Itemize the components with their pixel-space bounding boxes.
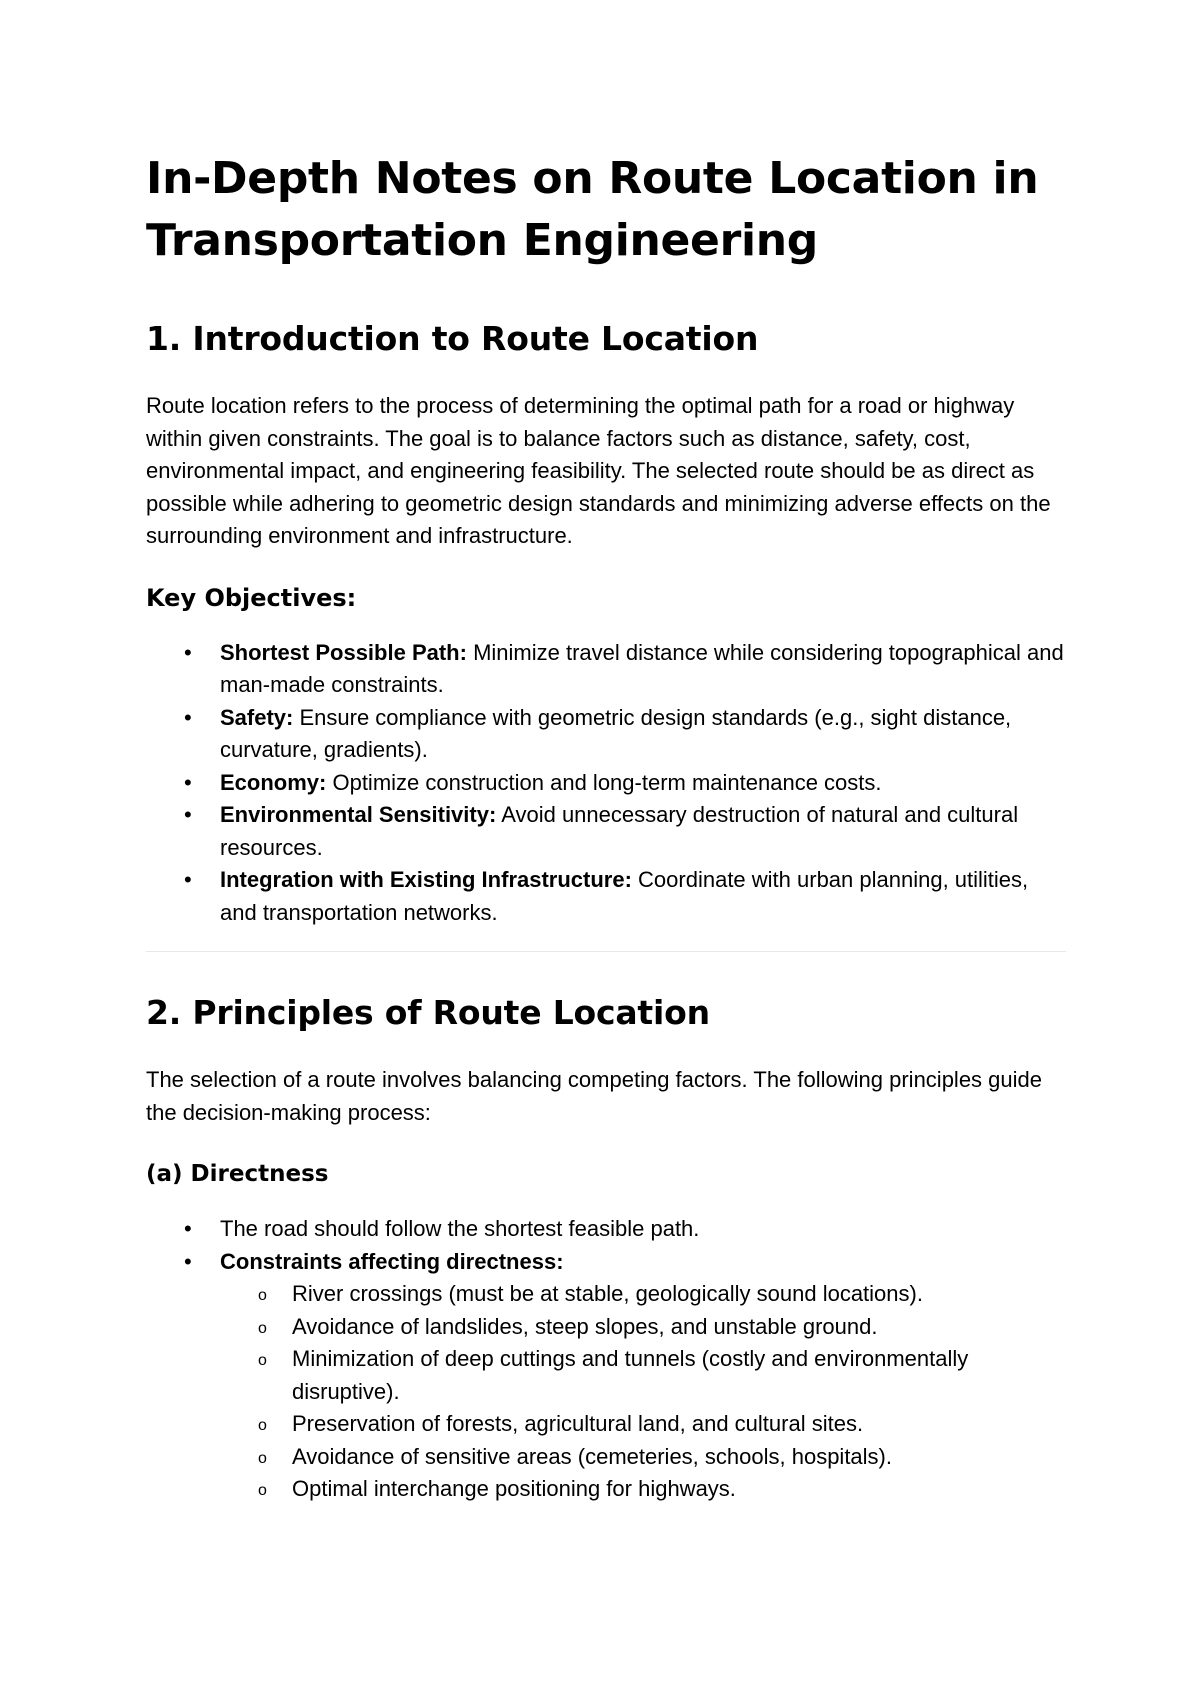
document-page xyxy=(146,148,1066,1506)
circle-bullet-icon: o xyxy=(258,1319,267,1337)
objective-text: Minimize travel distance while considering topographical and man-made constraints. xyxy=(220,639,1064,697)
list-item xyxy=(146,637,1066,702)
list-item xyxy=(146,864,1066,929)
bullet-icon: • xyxy=(184,1248,192,1274)
key-objectives-list xyxy=(146,637,1066,930)
section-2-heading: 2. Principles of Route Location xyxy=(146,993,710,1032)
section-divider xyxy=(146,951,1066,952)
bullet-icon: • xyxy=(184,704,192,730)
constraint-text: Optimal interchange positioning for highways. xyxy=(292,1476,736,1501)
bullet-icon: • xyxy=(184,802,192,827)
bullet-icon: • xyxy=(184,639,192,665)
objective-label: Economy: xyxy=(220,769,327,795)
section-1-paragraph: Route location refers to the process of determining the optimal path for a road or highway within given constraints. The goal is to balance factors such as distance, safety, cost, environmental impact, and engineering feasibility. The selected route should be as direct as possible while adhering to geometric design standards and minimizing adverse effects on the surrounding environment and infrastructure. xyxy=(146,393,1051,548)
list-item xyxy=(146,1213,1066,1246)
list-item-text: The road should follow the shortest feasible path. xyxy=(220,1216,700,1241)
list-item xyxy=(146,702,1066,767)
sub-list-item xyxy=(146,1408,1066,1441)
key-objectives-heading: Key Objectives: xyxy=(146,583,357,612)
objective-text: Optimize construction and long-term maintenance costs. xyxy=(326,769,882,795)
list-item xyxy=(146,1246,1066,1506)
section-2-paragraph: The selection of a route involves balancing competing factors. The following principles guide the decision-making process: xyxy=(146,1067,1042,1125)
constraints-list xyxy=(220,1278,1066,1506)
constraint-text: Avoidance of sensitive areas (cemeteries, schools, hospitals). xyxy=(292,1443,892,1469)
section-1-heading: 1. Introduction to Route Location xyxy=(146,319,759,358)
list-item xyxy=(146,767,1066,800)
circle-bullet-icon: o xyxy=(258,1287,267,1304)
constraints-label: Constraints affecting directness: xyxy=(220,1248,564,1274)
constraint-text: Preservation of forests, agricultural land, and cultural sites. xyxy=(292,1411,864,1436)
page-title: In-Depth Notes on Route Location in Transportation Engineering xyxy=(146,153,1039,266)
objective-text: Coordinate with urban planning, utilities, and transportation networks. xyxy=(220,867,1029,925)
objective-label: Safety: xyxy=(220,704,294,730)
subsection-a-heading: (a) Directness xyxy=(146,1161,329,1187)
objective-text: Avoid unnecessary destruction of natural and cultural resources. xyxy=(220,802,1019,860)
circle-bullet-icon: o xyxy=(258,1449,267,1467)
constraint-text: Minimization of deep cuttings and tunnels (costly and environmentally disruptive). xyxy=(292,1346,969,1404)
sub-list-item xyxy=(146,1343,1066,1408)
sub-list-item xyxy=(146,1441,1066,1474)
constraint-text: River crossings (must be at stable, geologically sound locations). xyxy=(292,1281,923,1306)
objective-text: Ensure compliance with geometric design standards (e.g., sight distance, curvature, gradients). xyxy=(220,704,1012,762)
sub-list-item xyxy=(146,1311,1066,1344)
list-item xyxy=(146,799,1066,864)
circle-bullet-icon: o xyxy=(258,1417,267,1434)
bullet-icon: • xyxy=(184,867,192,892)
constraint-text: Avoidance of landslides, steep slopes, and unstable ground. xyxy=(292,1313,878,1339)
objective-label: Integration with Existing Infrastructure: xyxy=(220,867,632,892)
directness-list xyxy=(146,1213,1066,1506)
objective-label: Shortest Possible Path: xyxy=(220,639,467,665)
sub-list-item xyxy=(146,1278,1066,1311)
bullet-icon: • xyxy=(184,1216,192,1241)
circle-bullet-icon: o xyxy=(258,1482,267,1499)
objective-label: Environmental Sensitivity: xyxy=(220,802,497,827)
circle-bullet-icon: o xyxy=(258,1352,267,1369)
bullet-icon: • xyxy=(184,769,192,795)
sub-list-item xyxy=(146,1473,1066,1506)
